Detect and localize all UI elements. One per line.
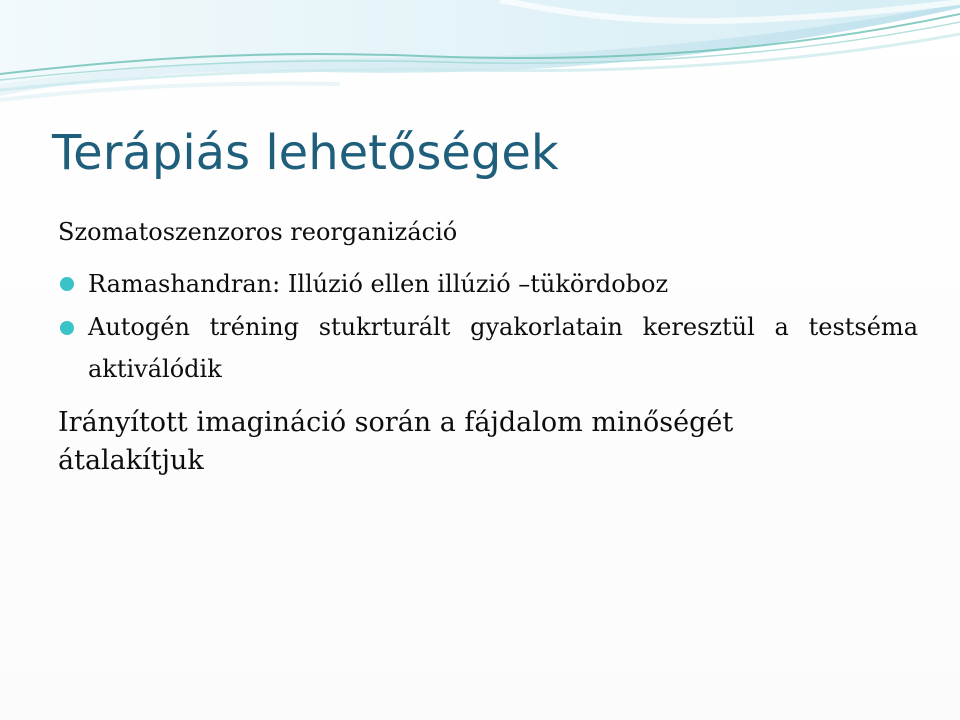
bullet-dot-icon [60,321,74,335]
bullet-item [58,262,918,306]
intro-text: Szomatoszenzoros reorganizáció [58,218,458,246]
slide-title: Terápiás lehetőségek [52,125,559,181]
bullet-dot-icon [60,277,74,291]
bullet-list [58,262,918,390]
bullet-item [58,306,918,390]
bullet-text: Autogén tréning stukrturált gyakorlatain keresztül a testséma aktiválódik [88,313,918,383]
closing-text: Irányított imagináció során a fájdalom minőségét átalakítjuk [58,407,734,476]
bullet-text: Ramashandran: Illúzió ellen illúzió –tükördoboz [88,270,669,298]
decorative-wave-header [0,0,960,120]
